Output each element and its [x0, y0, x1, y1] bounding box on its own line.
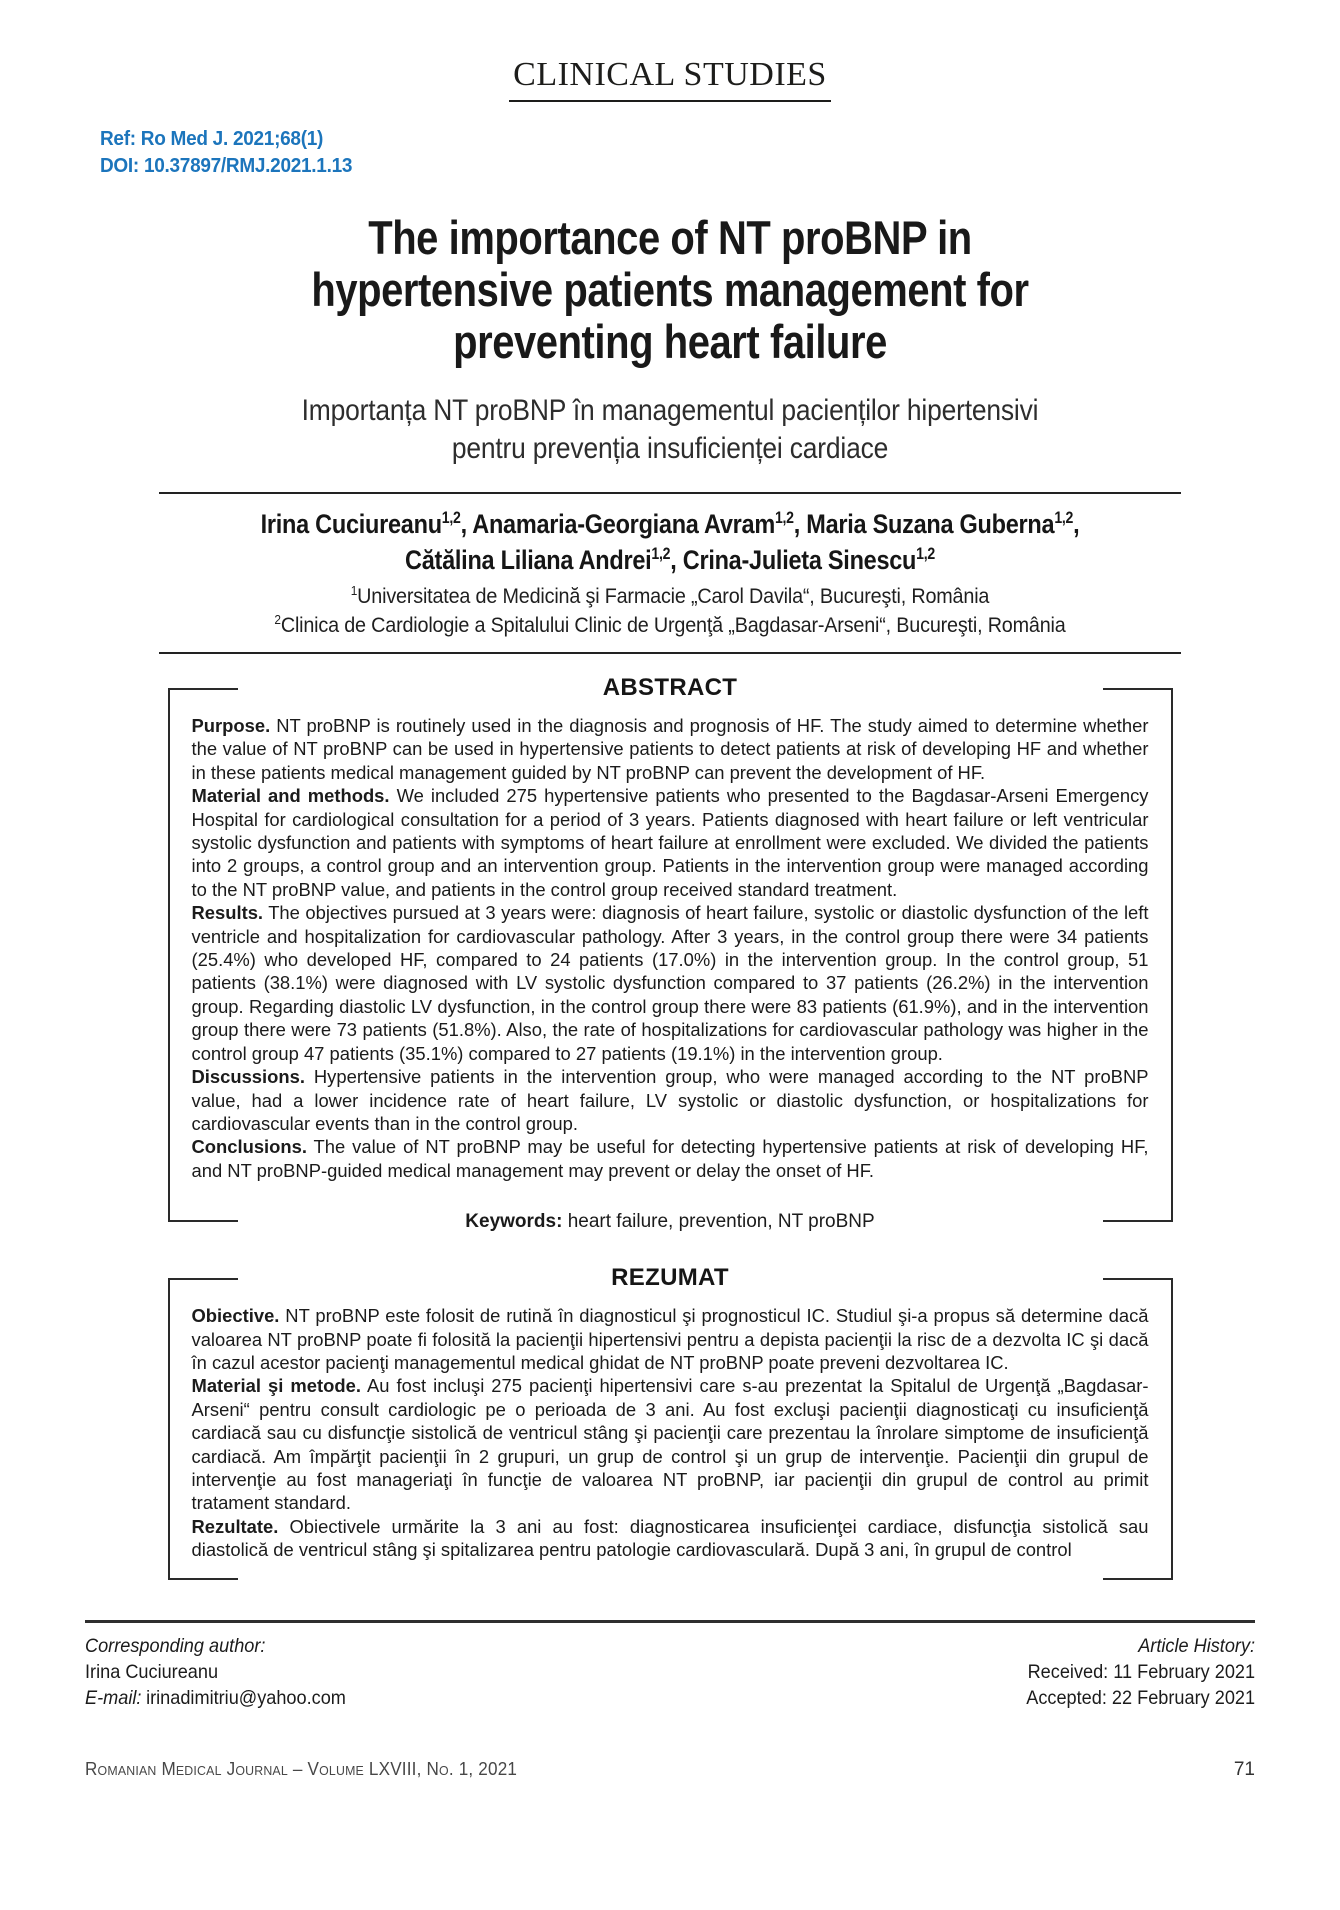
subtitle-line-1: Importanța NT proBNP în managementul pacienților hipertensivi — [301, 394, 1039, 427]
keywords-line — [170, 1211, 1171, 1233]
author-affil-sup: 1,2 — [916, 545, 935, 563]
paragraph-text: The objectives pursued at 3 years were: diagnosis of heart failure, systolic or diastolic dysfunction of the left ventricle and hospitalization for cardiovascular pathology. After 3 years, in the control group there were 34 patients (25.4%) who developed HF, compared to 24 patients (17.0%) in the intervention group. In the control group, 51 patients (38.1%) were diagnosed with LV systolic dysfunction compared to 37 patients (26.2%) in the intervention group. Regarding diastolic LV dysfunction, in the control group there were 83 patients (61.9%), and in the intervention group there were 73 patients (51.8%). Also, the rate of hospitalizations for cardiovascular pathology was higher in the control group 47 patients (35.1%) compared to 27 patients (19.1%) in the intervention group. — [191, 902, 1149, 1064]
reference-block — [100, 126, 1340, 180]
affiliation-line-1 — [54, 582, 1287, 611]
box-corner — [168, 1578, 238, 1580]
article-title-ro — [80, 392, 1259, 468]
author-list — [87, 506, 1253, 578]
accepted-date: Accepted: 22 February 2021 — [1026, 1686, 1255, 1709]
author-separator: , — [670, 545, 683, 575]
article-history-label: Article History: — [1138, 1634, 1255, 1657]
footer-columns — [85, 1633, 1255, 1711]
rezumat-paragraph-rezultate — [192, 1515, 1149, 1562]
box-corner — [1103, 1578, 1173, 1580]
author-name: Maria Suzana Guberna — [806, 509, 1055, 539]
doi-line: DOI: 10.37897/RMJ.2021.1.13 — [100, 155, 353, 177]
corresponding-author-label: Corresponding author: — [85, 1634, 266, 1657]
corresponding-author-block — [85, 1633, 346, 1711]
paragraph-text: Hypertensive patients in the intervention group, who were managed according to the NT proBNP value, had a lower incidence rate of heart failure, LV systolic or diastolic dysfunction, or hospitalizations for cardiovascular events than in the control group. — [191, 1066, 1149, 1134]
affiliation-text: Universitatea de Medicină şi Farmacie „Carol Davila“, Bucureşti, România — [357, 584, 990, 608]
paragraph-text: The value of NT proBNP may be useful for detecting hypertensive patients at risk of developing HF, and NT proBNP-guided medical management may prevent or delay the onset of HF. — [191, 1136, 1149, 1181]
keywords-text: heart failure, prevention, NT proBNP — [562, 1211, 875, 1233]
keywords-label: Keywords: — [465, 1211, 563, 1233]
paragraph-lead: Purpose. — [191, 715, 271, 736]
author-name: Cătălina Liliana Andrei — [405, 545, 652, 575]
email-value: irinadimitriu@yahoo.com — [146, 1686, 346, 1709]
abstract-heading: ABSTRACT — [602, 674, 738, 701]
rezumat-paragraph-obiective — [192, 1304, 1149, 1374]
title-line-3: preventing heart failure — [453, 315, 887, 368]
divider-below-affiliations — [159, 652, 1181, 654]
paragraph-lead: Material şi metode. — [191, 1375, 361, 1397]
authors-line-1 — [87, 506, 1253, 542]
paragraph-lead: Obiective. — [191, 1305, 280, 1327]
article-history-block — [1026, 1633, 1255, 1711]
paragraph-lead: Material and methods. — [191, 785, 390, 807]
paragraph-text: NT proBNP este folosit de rutină în diagnosticul şi prognosticul IC. Studiul şi-a propus să determine dacă valoarea NT proBNP poate fi folosită la pacienţii hipertensivi pentru a depista pacienţii la risc de a dezvolta IC şi dacă în cazul acestor pacienţi managementul medical ghidat de NT proBNP poate preveni dezvoltarea IC. — [191, 1305, 1149, 1373]
rezumat-box — [168, 1264, 1173, 1579]
author-affil-sup: 1,2 — [651, 545, 671, 563]
subtitle-line-2: pentru prevenția insuficienței cardiace — [451, 432, 889, 465]
abstract-paragraph-methods — [192, 784, 1149, 901]
corresponding-author-email — [85, 1685, 346, 1711]
journal-footer-line: Romanian Medical Journal – Volume LXVIII, No. 1, 2021 — [85, 1758, 518, 1779]
received-date: Received: 11 February 2021 — [1027, 1660, 1255, 1683]
author-separator: , — [793, 509, 807, 539]
affiliation-list — [54, 582, 1287, 640]
footer-divider — [85, 1620, 1255, 1623]
abstract-paragraph-discussions — [192, 1065, 1149, 1135]
paragraph-lead: Results. — [191, 902, 264, 924]
author-separator: , — [460, 509, 473, 539]
title-line-1: The importance of NT proBNP in — [368, 211, 972, 264]
paragraph-text: Au fost incluşi 275 pacienţi hipertensivi care s-au prezentat la Spitalul de Urgenţă „Bagdasar-Arseni“ pentru consult cardiologic pe o perioada de 3 ani. Au fost excluşi pacienţii diagnosticaţi cu insuficienţă cardiacă sau cu disfuncţie sistolică de ventricul stâng şi pacienţii care prezentau la înrolare simptome de insuficienţă cardiacă. Am împărţit pacienţii în 2 grupuri, un grup de control şi un grup de intervenţie. Pacienţii din grupul de intervenţie au fost manageriaţi în funcţie de valoarea NT proBNP, iar pacienţii din grupul de control au primit tratament standard. — [191, 1375, 1149, 1514]
author-name: Irina Cuciureanu — [260, 509, 442, 539]
author-separator: , — [1073, 509, 1080, 539]
article-title-en — [101, 212, 1240, 368]
title-line-2: hypertensive patients management for — [311, 263, 1029, 316]
paragraph-lead: Conclusions. — [191, 1136, 307, 1158]
footer-bottom-row — [85, 1759, 1255, 1781]
author-name: Crina-Julieta Sinescu — [682, 545, 917, 575]
page-footer — [0, 1620, 1340, 1781]
abstract-paragraph-results — [192, 901, 1149, 1065]
page-number: 71 — [1233, 1758, 1255, 1780]
ref-line: Ref: Ro Med J. 2021;68(1) — [100, 128, 324, 150]
affiliation-line-2 — [54, 611, 1287, 640]
paragraph-text: We included 275 hypertensive patients who presented to the Bagdasar-Arseni Emergency Hospital for cardiological consultation for a period of 3 years. Patients diagnosed with heart failure or left ventricular systolic dysfunction and patients with symptoms of heart failure at enrollment were excluded. We divided the patients into 2 groups, a control group and an intervention group. Patients in the intervention group were managed according to the NT proBNP value, and patients in the control group received standard treatment. — [191, 785, 1149, 900]
author-affil-sup: 1,2 — [774, 509, 794, 527]
rezumat-heading: REZUMAT — [611, 1264, 729, 1292]
abstract-paragraph-conclusions — [192, 1135, 1149, 1182]
author-affil-sup: 1,2 — [441, 509, 461, 527]
authors-line-2 — [87, 542, 1253, 578]
section-banner: CLINICAL STUDIES — [509, 56, 831, 102]
rezumat-paragraph-metode — [192, 1374, 1149, 1514]
affiliation-sup: 1 — [350, 582, 358, 598]
abstract-box — [168, 674, 1173, 1233]
abstract-paragraph-purpose — [192, 714, 1149, 784]
paragraph-text: Obiectivele urmărite la 3 ani au fost: diagnosticarea insuficienţei cardiace, disfuncţia sistolică sau diastolică de ventricul stâng şi spitalizarea pentru patologie cardiovasculară. După 3 ani, în grupul de control — [191, 1515, 1149, 1561]
affiliation-text: Clinica de Cardiologie a Spitalului Clinic de Urgenţă „Bagdasar-Arseni“, Bucureşti, România — [280, 613, 1066, 637]
author-affil-sup: 1,2 — [1054, 509, 1074, 527]
email-label: E-mail: — [85, 1686, 142, 1709]
author-name: Anamaria-Georgiana Avram — [472, 509, 775, 539]
paragraph-lead: Rezultate. — [191, 1515, 279, 1537]
paragraph-lead: Discussions. — [191, 1066, 305, 1088]
masthead — [0, 0, 1340, 102]
corresponding-author-name: Irina Cuciureanu — [85, 1660, 219, 1683]
paragraph-text: NT proBNP is routinely used in the diagnosis and prognosis of HF. The study aimed to determine whether the value of NT proBNP can be used in hypertensive patients to detect patients at risk of developing HF and whether in these patients medical management guided by NT proBNP can prevent the development of HF. — [191, 715, 1149, 783]
affiliation-sup: 2 — [274, 611, 281, 627]
divider-above-authors — [159, 492, 1181, 494]
